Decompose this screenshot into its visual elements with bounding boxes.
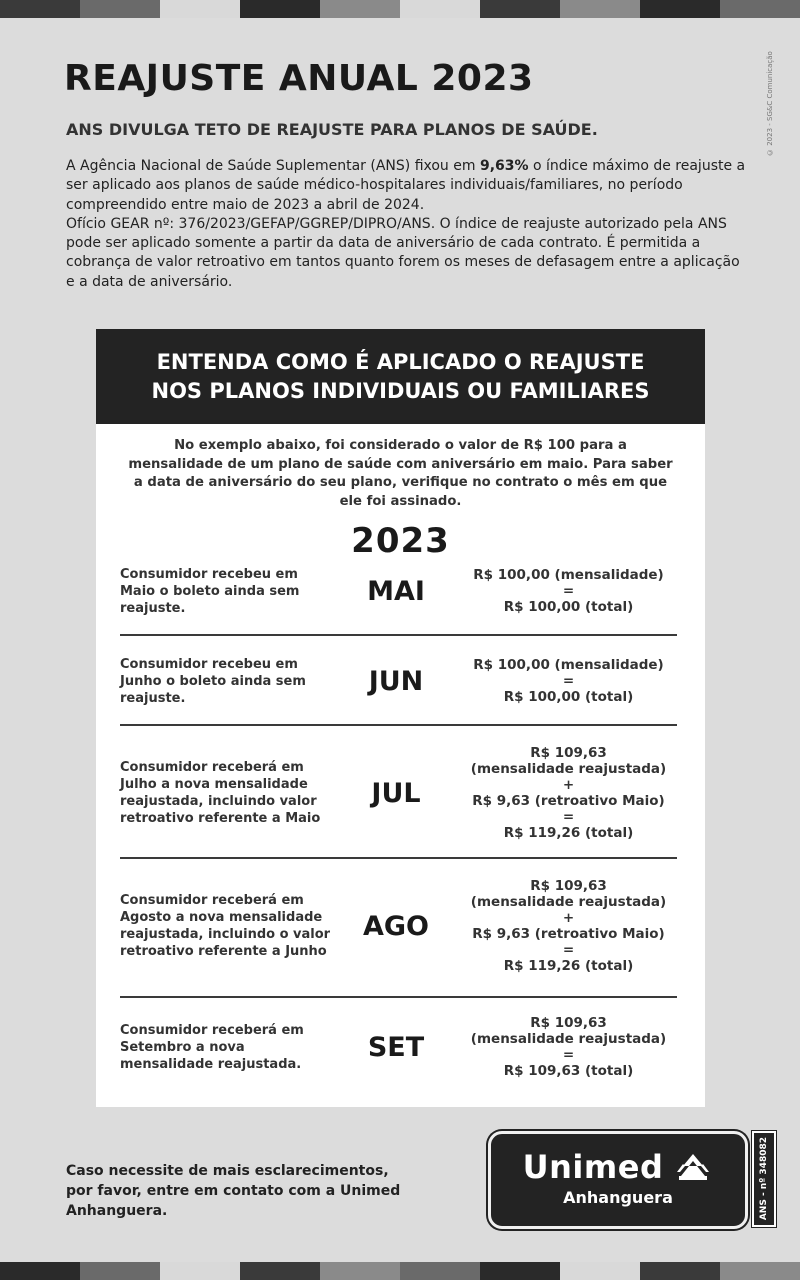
row-divider <box>120 996 677 998</box>
intro-paragraph-1: A Agência Nacional de Saúde Suplementar (ANS) fixou em 9,63% o índice máximo de reajuste a ser aplicado aos planos de saúde médico-hospitalares individuais/familiares, no período compreendido entre maio de 2023 a abril de 2024. <box>66 158 746 213</box>
row-month: MAI <box>367 575 425 607</box>
row-divider <box>120 724 677 726</box>
unimed-logo <box>488 1131 748 1229</box>
row-description: Consumidor recebeu em Junho o boleto ainda sem reajuste. <box>120 656 306 706</box>
row-description: Consumidor receberá em Setembro a nova mensalidade reajustada. <box>120 1022 304 1072</box>
row-month: AGO <box>362 910 429 942</box>
month-row-ago <box>120 877 677 975</box>
row-calculation: R$ 100,00 (mensalidade) = R$ 100,00 (total) <box>473 567 664 615</box>
row-month: SET <box>367 1031 425 1063</box>
intro-text <box>66 157 746 292</box>
copyright-note: © 2023 - SG&C Comunicação <box>766 51 774 156</box>
row-calculation: R$ 109,63 (mensalidade reajustada) + R$ 9,63 (retroativo Maio) = R$ 119,26 (total) <box>470 745 667 841</box>
card-intro-text: No exemplo abaixo, foi considerado o valor de R$ 100 para a mensalidade de um plano de saúde com aniversário em maio. Para saber a data de aniversário do seu plano, verifique no contrato o mês em que ele foi assinado. <box>128 438 673 509</box>
bottom-stripe <box>0 1262 800 1280</box>
month-row-set <box>120 1014 677 1080</box>
row-calculation: R$ 100,00 (mensalidade) = R$ 100,00 (total) <box>473 657 664 705</box>
card-year: 2023 <box>351 521 450 561</box>
contact-note: Caso necessite de mais esclarecimentos, por favor, entre em contato com a Unimed Anhanguera. <box>66 1163 401 1219</box>
row-description: Consumidor receberá em Agosto a nova mensalidade reajustada, incluindo o valor retroativo referente a Junho <box>120 893 331 959</box>
month-row-jun <box>120 651 677 711</box>
intro-paragraph-2: Ofício GEAR nº: 376/2023/GEFAP/GGREP/DIPRO/ANS. O índice de reajuste autorizado pela ANS pode ser aplicado somente a partir da data de aniversário de cada contrato. É permitida a cobrança de valor retroativo em tantos quanto forem os meses de defasagem entre a aplicação e a data de aniversário. <box>66 215 740 290</box>
logo-subtitle: Anhanguera <box>563 1188 673 1207</box>
row-month: JUN <box>368 665 424 697</box>
page-subtitle: ANS DIVULGA TETO DE REAJUSTE PARA PLANOS DE SAÚDE. <box>66 120 598 139</box>
unimed-tree-icon <box>673 1152 713 1182</box>
row-divider <box>120 857 677 859</box>
row-calculation: R$ 109,63 (mensalidade reajustada) + R$ 9,63 (retroativo Maio) = R$ 119,26 (total) <box>470 878 667 974</box>
month-row-jul <box>120 744 677 842</box>
row-divider <box>120 634 677 636</box>
ans-registration-badge: ANS - nº 348082 <box>752 1131 776 1227</box>
logo-brand-text: Unimed <box>522 1148 664 1186</box>
explanation-card <box>96 329 705 1107</box>
page-title: REAJUSTE ANUAL 2023 <box>64 58 534 99</box>
top-stripe <box>0 0 800 18</box>
row-calculation: R$ 109,63 (mensalidade reajustada) = R$ 109,63 (total) <box>470 1015 667 1079</box>
row-description: Consumidor recebeu em Maio o boleto ainda sem reajuste. <box>120 566 300 616</box>
month-row-mai <box>120 561 677 621</box>
card-heading: ENTENDA COMO É APLICADO O REAJUSTE NOS PLANOS INDIVIDUAIS OU FAMILIARES <box>96 329 705 424</box>
row-month: JUL <box>371 777 421 809</box>
row-description: Consumidor receberá em Julho a nova mensalidade reajustada, incluindo valor retroativo referente a Maio <box>120 760 321 826</box>
